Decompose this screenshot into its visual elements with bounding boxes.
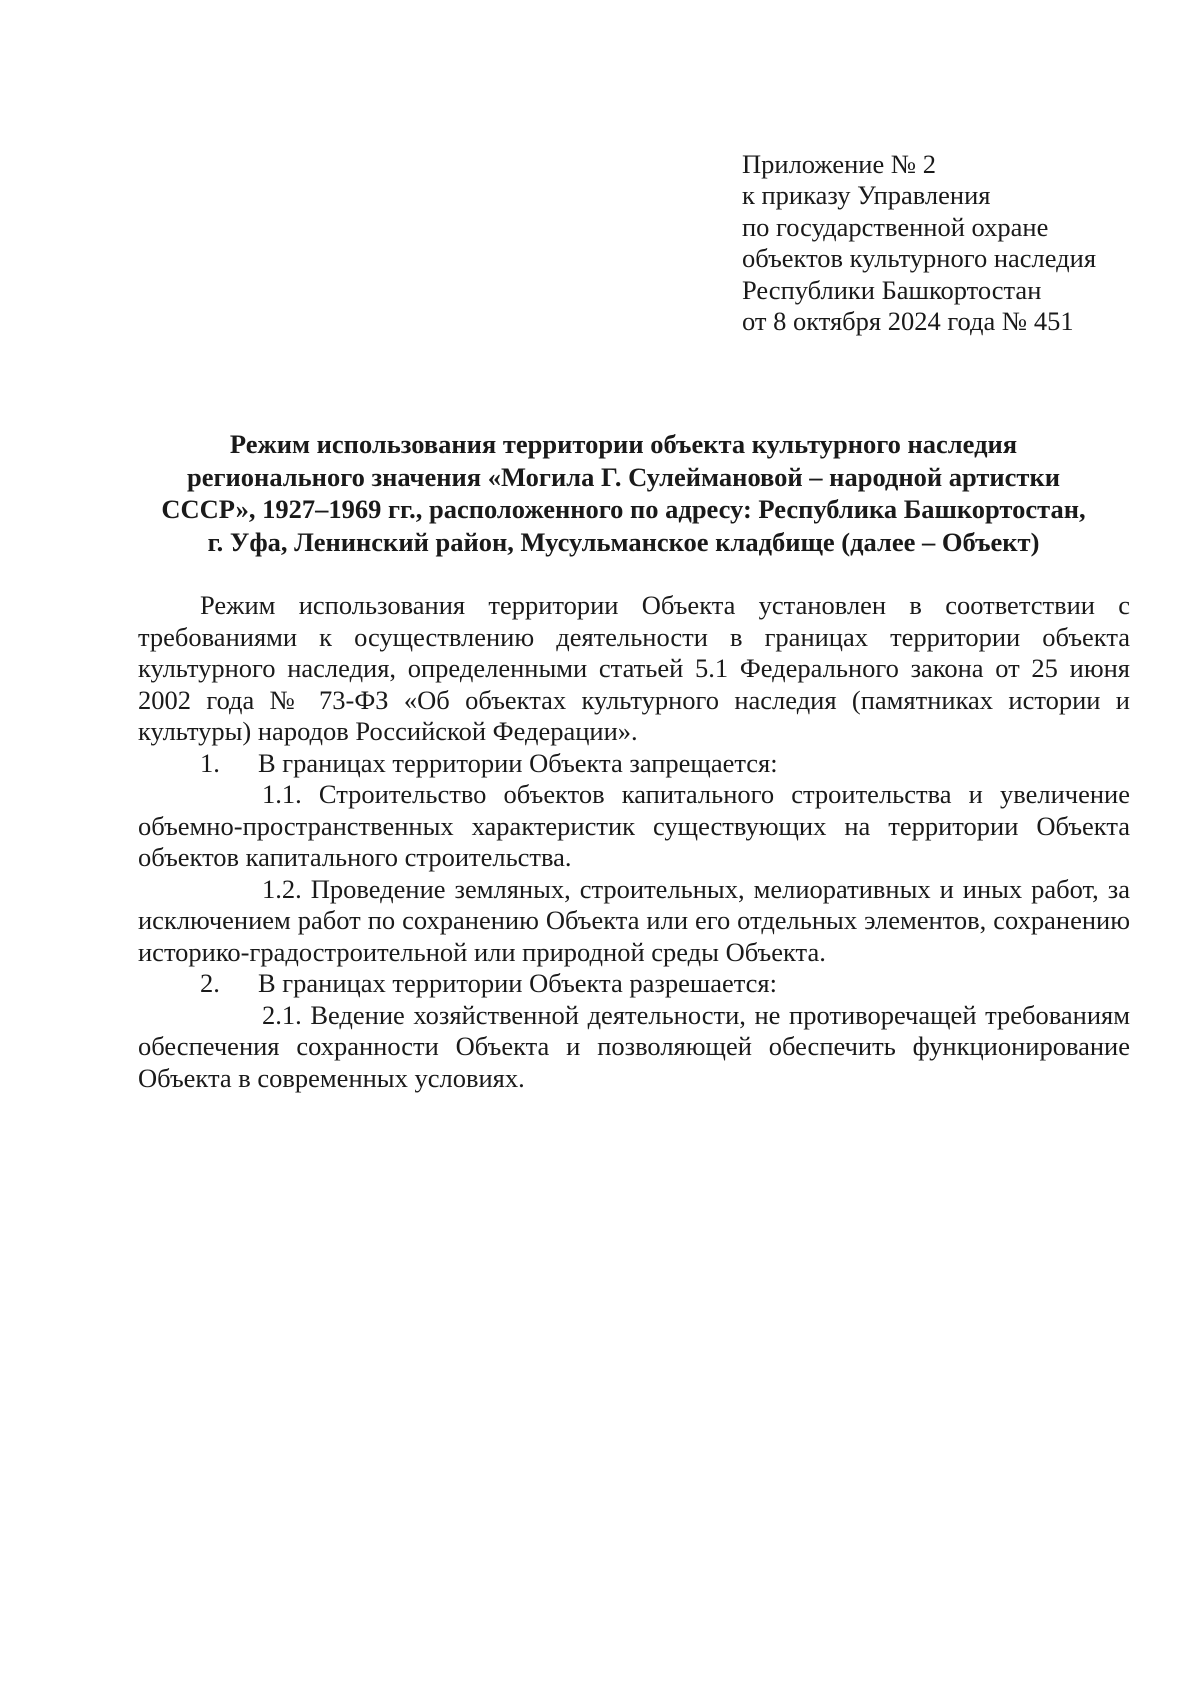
appendix-line: по государственной охране: [742, 211, 1049, 242]
document-title: [140, 428, 1107, 558]
item-text: Проведение земляных, строительных, мелиоративных и иных работ, за исключением работ по сохранению Объекта или его отдельных элементов, сохранению историко-градостроительной или природной среды Объекта.: [138, 873, 1130, 967]
intro-paragraph: Режим использования территории Объекта установлен в соответствии с требованиями к осуществлению деятельности в границах территории объекта культурного наследия, определенными статьей 5.1 Федерального закона от 25 июня 2002 года № 73-ФЗ «Об объектах культурного наследия (памятниках истории и культуры) народов Российской Федерации».: [138, 590, 1130, 746]
appendix-header: [742, 149, 1162, 337]
item-2-1: [138, 1000, 1130, 1095]
title-line: регионального значения «Могила Г. Сулеймановой – народной артистки: [187, 461, 1060, 492]
section-text: В границах территории Объекта запрещается:: [258, 747, 778, 778]
section-2: [138, 968, 1130, 1000]
appendix-line: к приказу Управления: [742, 180, 991, 211]
title-line: Режим использования территории объекта культурного наследия: [229, 429, 1018, 459]
appendix-line: Республики Башкортостан: [742, 274, 1042, 305]
item-1-2: [138, 874, 1130, 969]
appendix-line: объектов культурного наследия: [742, 243, 1097, 274]
title-line: г. Уфа, Ленинский район, Мусульманское кладбище (далее – Объект): [207, 526, 1040, 557]
title-line: СССР», 1927–1969 гг., расположенного по адресу: Республика Башкортостан,: [161, 494, 1086, 524]
item-number: 1.2.: [262, 873, 302, 904]
item-number: 2.1.: [262, 999, 302, 1030]
appendix-line: Приложение № 2: [742, 149, 937, 179]
item-text: Строительство объектов капитального строительства и увеличение объемно-пространственных характеристик существующих на территории Объекта объектов капитального строительства.: [138, 779, 1130, 872]
section-text: В границах территории Объекта разрешается:: [258, 968, 777, 998]
section-1: [138, 748, 1130, 780]
document-body: [138, 590, 1130, 1094]
item-text: Ведение хозяйственной деятельности, не противоречащей требованиям обеспечения сохранности Объекта и позволяющей обеспечить функционирование Объекта в современных условиях.: [138, 999, 1130, 1093]
section-number: 2.: [200, 968, 220, 998]
section-number: 1.: [200, 747, 220, 778]
appendix-line: от 8 октября 2024 года № 451: [742, 306, 1074, 337]
item-number: 1.1.: [262, 779, 302, 809]
item-1-1: [138, 779, 1130, 874]
